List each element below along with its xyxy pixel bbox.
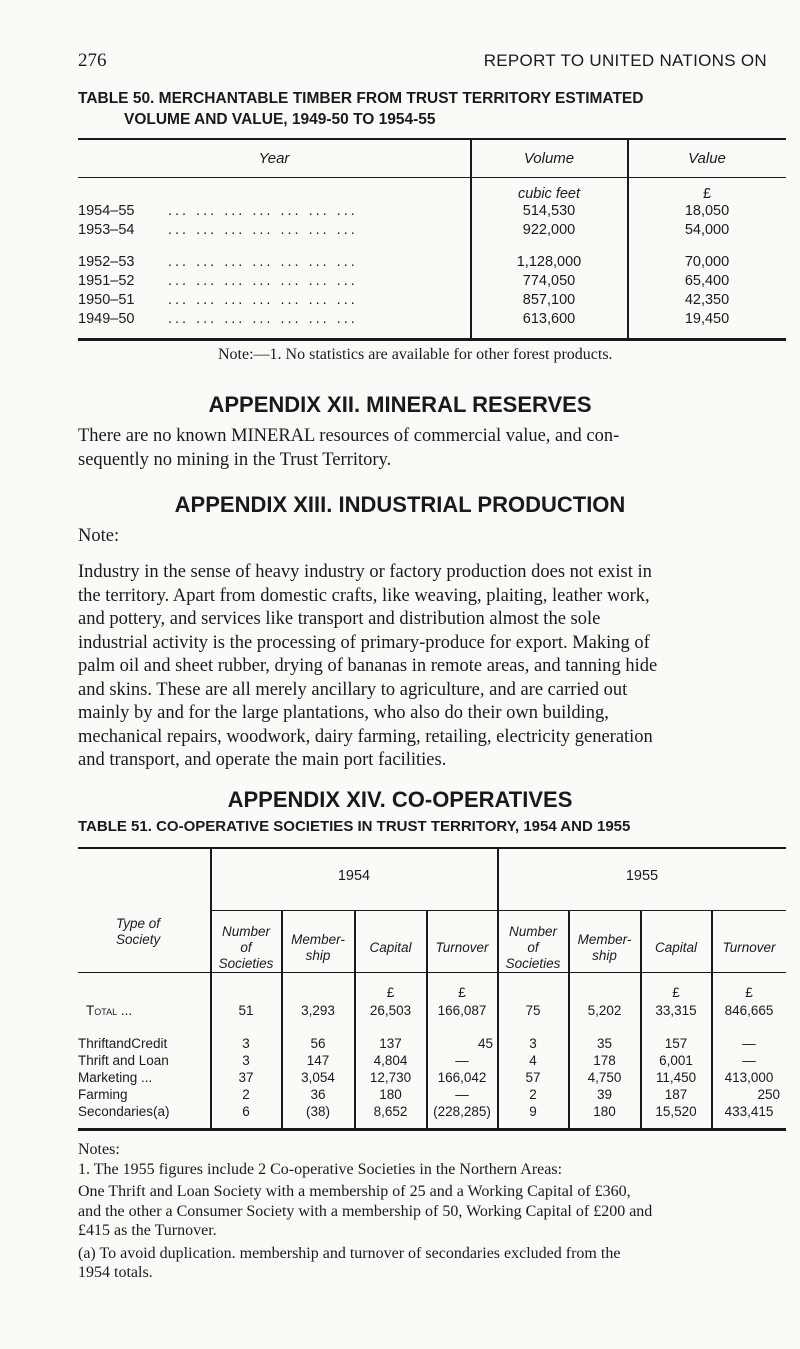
table51-header-rule [78,972,786,973]
paragraph-line: and transport, and operate the main port facilities. [78,750,447,770]
table50-year: 1954–55 [78,203,135,219]
table51-cell: 3 [529,1036,537,1051]
table50-title-line2: VOLUME AND VALUE, 1949-50 TO 1954-55 [124,111,436,128]
table51-cell: 36 [310,1087,326,1102]
note-line: and the other a Consumer Society with a membership of 50, Working Capital of £200 and [78,1202,653,1220]
table51-cell: 75 [525,1003,541,1018]
table51-cell: 166,087 [437,1003,487,1018]
note-line: £415 as the Turnover. [78,1222,217,1239]
note-paragraph [78,1244,786,1283]
table50-col-divider-1 [470,139,472,338]
table50-col-divider-2 [627,139,629,338]
table51-cell: 51 [238,1003,254,1018]
table51-cell: 157 [664,1036,688,1051]
table51-cell: 3,293 [301,1003,335,1018]
table50-year: 1952–53 [78,254,135,270]
table51-sub-membership-1955 [569,932,640,964]
table51-col-divider [497,848,499,1128]
table50-volume: 857,100 [522,292,576,308]
table50-header-volume: Volume [523,150,575,167]
table51-row-label: Farming [78,1087,128,1102]
paragraph-line: industrial activity is the processing of primary-produce for export. Making of [78,632,650,653]
table51-cell: 3,054 [301,1070,335,1085]
table51-cell: 4,750 [587,1070,622,1085]
paragraph-line: and skins. These are all merely ancillary to agriculture, and are carried out [78,679,628,700]
table50-leader: ... ... ... ... ... ... ... [168,203,358,219]
table50-leader: ... ... ... ... ... ... ... [168,292,358,308]
table51-cell: 15,520 [655,1104,697,1119]
table51-sub-capital-1954: Capital [369,940,412,955]
table50-year: 1951–52 [78,273,135,289]
table50-year: 1949–50 [78,311,135,327]
table51-cell: 180 [593,1104,616,1119]
appendix12-text [78,425,786,472]
header-text: ship [592,948,617,963]
table51-unit-pound: £ [672,985,680,1000]
table50-leader: ... ... ... ... ... ... ... [168,311,358,327]
table51-cell: 3 [242,1053,250,1068]
paragraph-line: mainly by and for the large plantations, who also do their own building, [78,703,609,723]
table50-title-line1: TABLE 50. MERCHANTABLE TIMBER FROM TRUST TERRITORY ESTIMATED [78,90,644,107]
header-text: Number [508,924,557,939]
table51-cell: 4 [529,1053,537,1068]
table51-row-label: Marketing ... [78,1070,153,1085]
table51-cell: 3 [242,1036,250,1051]
header-text: Type of [116,916,161,931]
header-text: of [240,940,252,955]
table51-header-type [78,916,210,948]
note-line: 1954 totals. [78,1264,153,1281]
paragraph-line: and pottery, and services like transport and distribution almost the sole [78,609,601,629]
table51-cell: 33,315 [655,1003,697,1018]
table51-header-1954: 1954 [337,868,371,884]
table51-cell: — [455,1053,469,1068]
header-text: Member- [291,932,345,947]
notes-label: Notes: [78,1141,120,1158]
note-line: 1. The 1955 figures include 2 Co-operative Societies in the Northern Areas: [78,1160,563,1178]
table51-sub-turnover-1955: Turnover [722,940,776,955]
table51-cell: 166,042 [437,1070,487,1085]
table51-cell: 6 [242,1104,250,1119]
appendix12-heading: APPENDIX XII. MINERAL RESERVES [208,392,592,417]
table51-unit-pound: £ [386,985,395,1000]
table50-bottom-rule [78,338,786,341]
table51-notes [78,1140,786,1283]
header-text: Societies [218,956,274,971]
appendix12-line: sequently no mining in the Trust Territory. [78,449,392,470]
paragraph-line: the territory. Apart from domestic crafts, like weaving, plaiting, leather work, [78,585,650,606]
table50-value: 65,400 [684,273,730,289]
table50-header-value: Value [688,150,726,167]
paragraph-line: Industry in the sense of heavy industry or factory production does not exist in [78,562,652,582]
table51-title: TABLE 51. CO-OPERATIVE SOCIETIES IN TRUST TERRITORY, 1954 AND 1955 [78,818,631,835]
table51-cell: 57 [525,1070,541,1085]
table50-volume: 922,000 [522,222,576,238]
table51-cell: 2 [529,1087,537,1102]
table51-row-label: ThriftandCredit [78,1036,168,1051]
appendix14-heading: APPENDIX XIV. CO-OPERATIVES [227,787,573,812]
table51-cell: 250 [757,1087,780,1102]
header-text: Number [221,924,270,939]
table50-unit-value: £ [702,186,712,202]
appendix13-note-label: Note: [78,526,120,546]
paragraph-line: mechanical repairs, woodwork, dairy farming, retailing, electricity generation [78,726,653,747]
table51-cell: 9 [529,1104,537,1119]
table51-cell: 147 [306,1053,330,1068]
table50-value: 19,450 [684,311,730,327]
table51-cell: 6,001 [659,1053,693,1068]
table51-header-1955: 1955 [625,868,659,884]
table51-cell: (228,285) [433,1104,491,1119]
table51-total-label: Total ... [86,1003,133,1018]
running-head: REPORT TO UNITED NATIONS ON [483,51,767,70]
table50-volume: 613,600 [522,311,576,327]
table51-sub-capital-1955: Capital [654,940,698,955]
header-text: of [527,940,539,955]
table51-bottom-rule [78,1128,786,1131]
table51-cell: 4,804 [373,1053,408,1068]
table51-cell: 433,415 [724,1104,774,1119]
table50-value: 54,000 [684,222,730,238]
page-number: 276 [78,50,107,71]
note-line: (a) To avoid duplication. membership and turnover of secondaries excluded from the [78,1244,621,1262]
note-paragraph [78,1182,786,1241]
table50-leader: ... ... ... ... ... ... ... [168,222,358,238]
table50-volume: 774,050 [522,273,576,289]
table51-cell: 56 [310,1036,326,1051]
table51-row-label: Thrift and Loan [78,1053,169,1068]
appendix12-line: There are no known MINERAL resources of commercial value, and con- [78,426,620,446]
header-text: Society [116,932,161,947]
table51-sub-membership-1954 [282,932,354,964]
table51-cell: (38) [305,1104,330,1119]
table51-cell: 846,665 [724,1003,774,1018]
table50-year: 1950–51 [78,292,135,308]
table51-cell: 37 [238,1070,254,1085]
table50-year: 1953–54 [78,222,135,238]
table51-cell: 8,652 [373,1104,408,1119]
table51-unit-pound: £ [458,985,466,1000]
table51-cell: 11,450 [655,1070,697,1085]
table51-cell: 39 [596,1087,613,1102]
table51-cell: 2 [242,1087,250,1102]
table50-note: Note:—1. No statistics are available for other forest products. [218,346,613,363]
table51-cell: 5,202 [587,1003,622,1018]
table51-cell: 178 [593,1053,616,1068]
table51-cell: 26,503 [369,1003,412,1018]
table51-sub-turnover-1954: Turnover [435,940,489,955]
table51-cell: 187 [664,1087,688,1102]
table51-unit-pound: £ [745,985,753,1000]
appendix13-paragraph [78,561,786,773]
paragraph-line: palm oil and sheet rubber, drying of bananas in remote areas, and tanning hide [78,656,658,676]
note-line: One Thrift and Loan Society with a membership of 25 and a Working Capital of £360, [78,1183,631,1200]
appendix13-heading: APPENDIX XIII. INDUSTRIAL PRODUCTION [174,492,626,517]
table50-leader: ... ... ... ... ... ... ... [168,273,358,289]
table51-cell: — [455,1087,469,1102]
table51-cell: 45 [477,1036,493,1051]
table51-cell: — [742,1053,756,1068]
table51-sub-number-1955 [498,924,568,972]
header-text: Member- [577,932,632,947]
table51-col-divider [210,848,212,1128]
table50-volume: 1,128,000 [516,254,582,270]
header-text: ship [305,948,331,963]
header-text: Societies [505,956,561,971]
table50-top-rule [78,138,786,140]
table51-cell: — [742,1036,756,1051]
table50-header-rule [78,177,786,178]
table51-sub-number-1954 [211,924,281,972]
table50-header-year: Year [258,150,290,167]
table51-cell: 35 [596,1036,613,1051]
table51-row-label: Secondaries(a) [78,1104,170,1119]
table51-cell: 180 [379,1087,402,1102]
table50-value: 42,350 [684,292,730,308]
table50-unit-volume: cubic feet [517,186,581,202]
table50-volume: 514,530 [522,203,576,219]
table50-value: 70,000 [684,254,730,270]
table51-top-rule [78,847,786,849]
table50-leader: ... ... ... ... ... ... ... [168,254,358,270]
table51-cell: 12,730 [369,1070,412,1085]
table50-value: 18,050 [684,203,730,219]
table51-cell: 413,000 [724,1070,774,1085]
table51-cell: 137 [379,1036,402,1051]
